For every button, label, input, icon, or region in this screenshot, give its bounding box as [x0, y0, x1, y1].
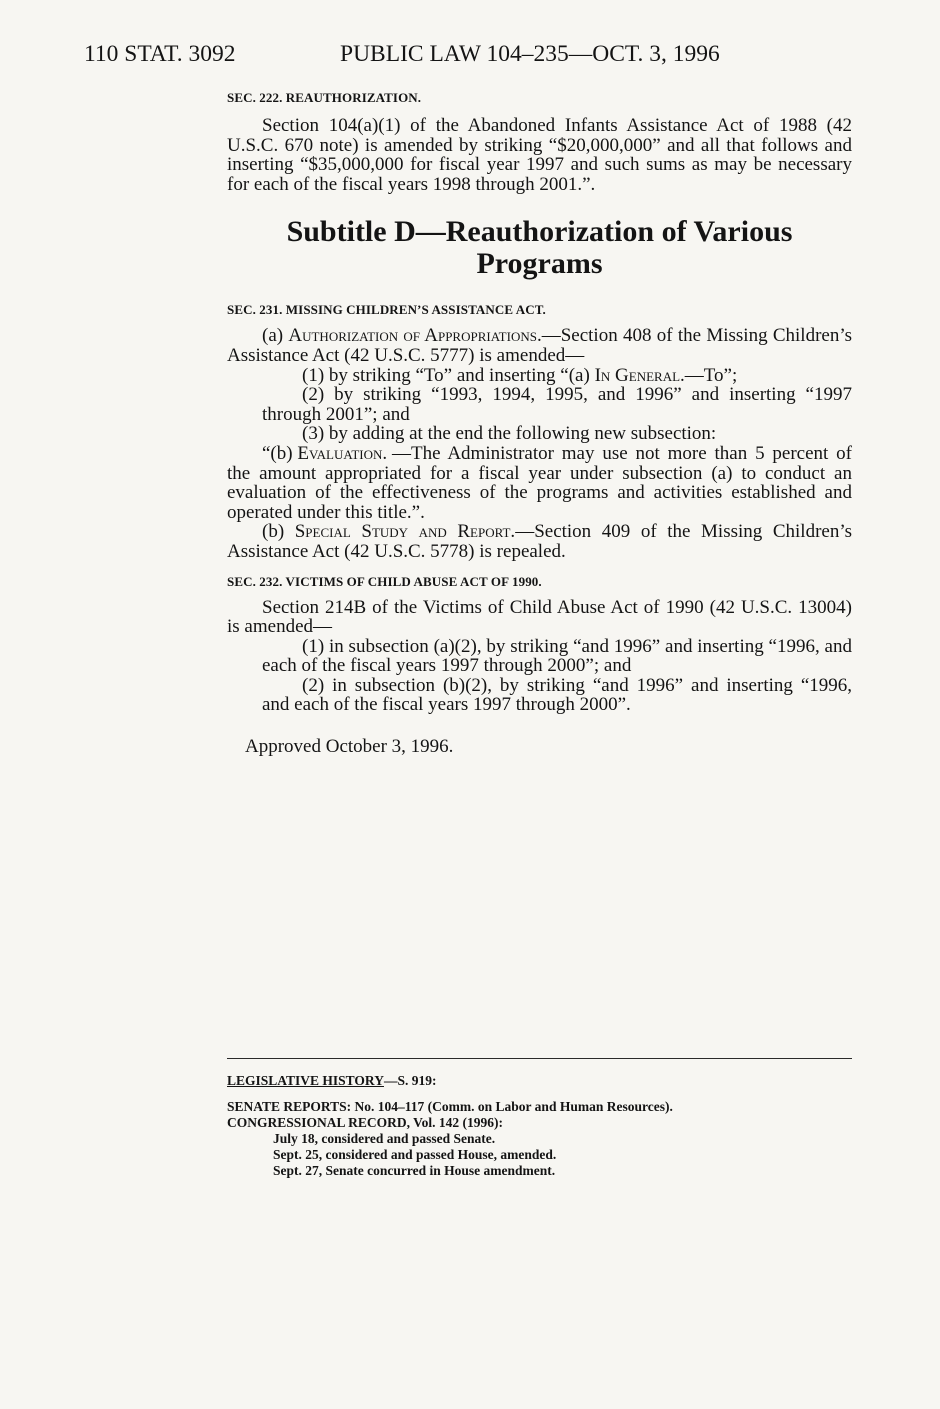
quoted-b-text: —The Administrator may use not more than 5 percent of the amount appropriated for a fiscal year under subsection (a) to conduct an evaluation of the effectiveness of the programs and activities established and operated under this title.”. — [227, 442, 852, 523]
sec-222-text: Section 104(a)(1) of the Abandoned Infants Assistance Act of 1988 (42 U.S.C. 670 note) is amended by striking “$20,000,000” and all that follows and inserting “$35,000,000 for fiscal year 1997 and such sums as may be necessary for each of the fiscal years 1998 through 2001.”. — [227, 115, 852, 195]
record-event: Sept. 25, considered and passed House, amended. — [273, 1147, 557, 1162]
sec-222-heading: SEC. 222. REAUTHORIZATION. — [227, 90, 422, 105]
quoted-b-label: “(b) — [262, 442, 298, 464]
record-event: Sept. 27, Senate concurred in House amendment. — [273, 1163, 556, 1178]
subtitle-line-1: Subtitle D—Reauthorization of Various — [286, 215, 793, 249]
sec-232-heading: SEC. 232. VICTIMS OF CHILD ABUSE ACT OF 1990. — [227, 573, 542, 589]
subtitle-line-2: Programs — [476, 247, 603, 281]
running-head — [84, 40, 720, 68]
sec-231-a-label: (a) — [262, 325, 289, 347]
sec-232-item-1: (1) in subsection (a)(2), by striking “and 1996” and inserting “1996, and each of the fiscal years 1997 through 2000”; and — [262, 635, 852, 677]
sec-231-heading: SEC. 231. MISSING CHILDREN’S ASSISTANCE ACT. — [227, 302, 546, 318]
approval-date: Approved October 3, 1996. — [245, 736, 454, 758]
sec-231-item-3: (3) by adding at the end the following new subsection: — [302, 423, 717, 445]
legislative-history-bill: —S. 919: — [383, 1073, 437, 1088]
sec-231-subsection-b — [227, 522, 852, 561]
sec-231-a-text: —Section 408 of the Missing Children’s Assistance Act (42 U.S.C. 5777) is amended— — [227, 325, 853, 366]
legislative-history — [227, 1058, 852, 1179]
law-title: PUBLIC LAW 104–235—OCT. 3, 1996 — [340, 41, 720, 67]
record-event: July 18, considered and passed Senate. — [273, 1131, 496, 1146]
document-body — [227, 90, 852, 757]
sec-231-subsection-a — [227, 326, 852, 365]
sec-231-b-text: —Section 409 of the Missing Children’s Assistance Act (42 U.S.C. 5778) is repealed. — [227, 521, 853, 562]
sec-231-item-1-caption: In General. — [594, 364, 685, 386]
quoted-b-caption: Evaluation. — [297, 442, 388, 464]
sec-232-item-2: (2) in subsection (b)(2), by striking “and 1996” and inserting “1996, and each of the fiscal years 1997 through 2000”. — [262, 674, 852, 716]
sec-231-b-caption: Special Study and Report. — [294, 521, 516, 543]
sec-231-item-1 — [227, 366, 852, 386]
sec-231-item-2: (2) by striking “1993, 1994, 1995, and 1996” and inserting “1997 through 2001”; and — [262, 384, 852, 425]
congressional-record: CONGRESSIONAL RECORD, Vol. 142 (1996): — [227, 1115, 504, 1130]
sec-232-text: Section 214B of the Victims of Child Abuse Act of 1990 (42 U.S.C. 13004) is amended— — [227, 596, 852, 638]
sec-231-item-1-tail: —To”; — [684, 364, 738, 386]
senate-reports: SENATE REPORTS: No. 104–117 (Comm. on Labor and Human Resources). — [227, 1099, 673, 1114]
legislative-history-heading — [227, 1073, 852, 1089]
sec-231-a-caption: Authorization of Appropriations. — [288, 325, 542, 347]
subtitle-heading — [227, 216, 852, 280]
sec-231-item-1-text: (1) by striking “To” and inserting “(a) — [302, 364, 595, 386]
stat-page-number: 110 STAT. 3092 — [84, 41, 236, 67]
sec-231-b-label: (b) — [262, 521, 295, 543]
legislative-history-label: LEGISLATIVE HISTORY — [227, 1073, 384, 1088]
